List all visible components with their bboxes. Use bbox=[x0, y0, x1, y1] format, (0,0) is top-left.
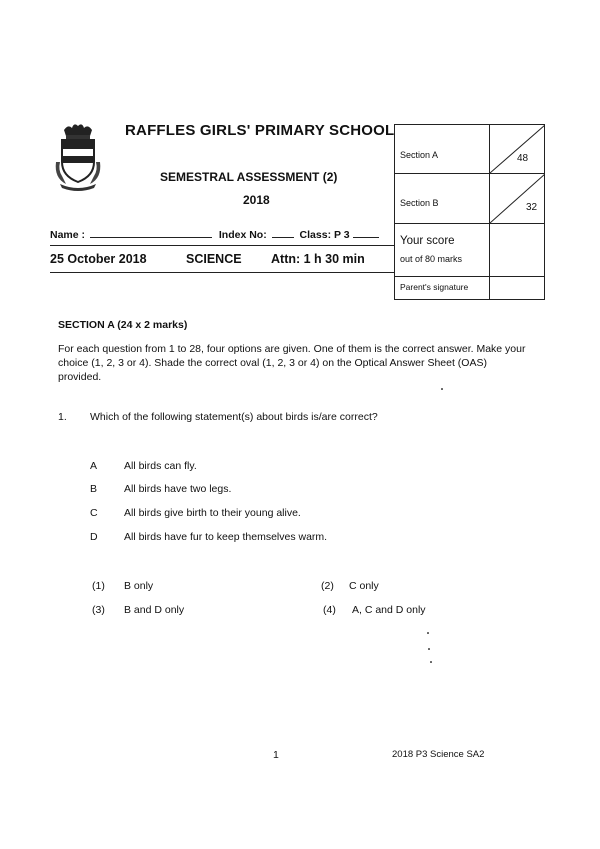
statement-text: All birds have two legs. bbox=[124, 483, 232, 495]
section-b-label: Section B bbox=[400, 198, 439, 208]
section-a-instructions: For each question from 1 to 28, four options are given. One of them is the correct answer. Make your choice (1, 2, 3 or 4). Shade the correct oval (1, 2, 3 or 4) on the Optical Answer Sheet (OAS) provided. bbox=[58, 343, 526, 383]
student-info-row bbox=[50, 229, 379, 241]
statement-letter: B bbox=[90, 483, 98, 495]
question-number: 1. bbox=[58, 411, 67, 423]
parent-signature-box bbox=[490, 277, 544, 299]
class-blank bbox=[353, 237, 379, 238]
answer-option-number: (1) bbox=[92, 580, 105, 592]
page-number: 1 bbox=[273, 749, 279, 761]
statement-text: All birds can fly. bbox=[124, 460, 197, 472]
diagonal-line bbox=[490, 125, 545, 173]
answer-option-number: (3) bbox=[92, 604, 105, 616]
statement-text: All birds have fur to keep themselves warm. bbox=[124, 531, 328, 543]
exam-date: 25 October 2018 bbox=[50, 252, 147, 266]
section-b-row bbox=[395, 174, 544, 224]
school-crest-logo bbox=[52, 122, 104, 192]
name-blank bbox=[90, 237, 212, 238]
your-score-box bbox=[490, 224, 544, 276]
name-label: Name : bbox=[50, 229, 86, 241]
scan-speck bbox=[430, 661, 432, 663]
divider-line bbox=[50, 245, 395, 246]
assessment-year: 2018 bbox=[243, 193, 270, 207]
parent-signature-row bbox=[395, 277, 544, 299]
answer-option-number: (2) bbox=[321, 580, 334, 592]
exam-subject: SCIENCE bbox=[186, 252, 242, 266]
scan-speck bbox=[441, 388, 443, 390]
answer-option-text: B only bbox=[124, 580, 154, 592]
statement-letter: D bbox=[90, 531, 98, 543]
statement-text: All birds give birth to their young alive. bbox=[124, 507, 301, 519]
index-label: Index No: bbox=[218, 229, 267, 241]
diagonal-line bbox=[490, 174, 545, 223]
answer-option-text: A, C and D only bbox=[352, 604, 426, 616]
your-score-row bbox=[395, 224, 544, 277]
divider-line bbox=[50, 272, 395, 273]
section-a-marks: 48 bbox=[517, 153, 529, 164]
answer-option-text: C only bbox=[349, 580, 379, 592]
out-of-label: out of 80 marks bbox=[400, 254, 463, 264]
scan-speck bbox=[428, 648, 430, 650]
statement-letter: C bbox=[90, 507, 98, 519]
class-label: Class: P 3 bbox=[299, 229, 350, 241]
section-b-marks: 32 bbox=[526, 202, 538, 213]
scan-speck bbox=[427, 632, 429, 634]
assessment-title: SEMESTRAL ASSESSMENT (2) bbox=[160, 170, 338, 184]
question-text: Which of the following statement(s) about birds is/are correct? bbox=[90, 411, 378, 423]
exam-duration: Attn: 1 h 30 min bbox=[271, 252, 365, 266]
school-name: RAFFLES GIRLS' PRIMARY SCHOOL bbox=[125, 122, 395, 139]
index-blank bbox=[272, 237, 294, 238]
statement-letter: A bbox=[90, 460, 98, 472]
section-a-row bbox=[395, 125, 544, 174]
paper-code: 2018 P3 Science SA2 bbox=[392, 749, 485, 760]
section-a-title: SECTION A (24 x 2 marks) bbox=[58, 319, 188, 331]
your-score-label: Your score bbox=[400, 235, 455, 247]
parent-signature-label: Parent's signature bbox=[400, 282, 469, 292]
answer-option-text: B and D only bbox=[124, 604, 185, 616]
section-a-label: Section A bbox=[400, 150, 439, 160]
answer-option-number: (4) bbox=[323, 604, 336, 616]
score-table bbox=[394, 124, 545, 300]
